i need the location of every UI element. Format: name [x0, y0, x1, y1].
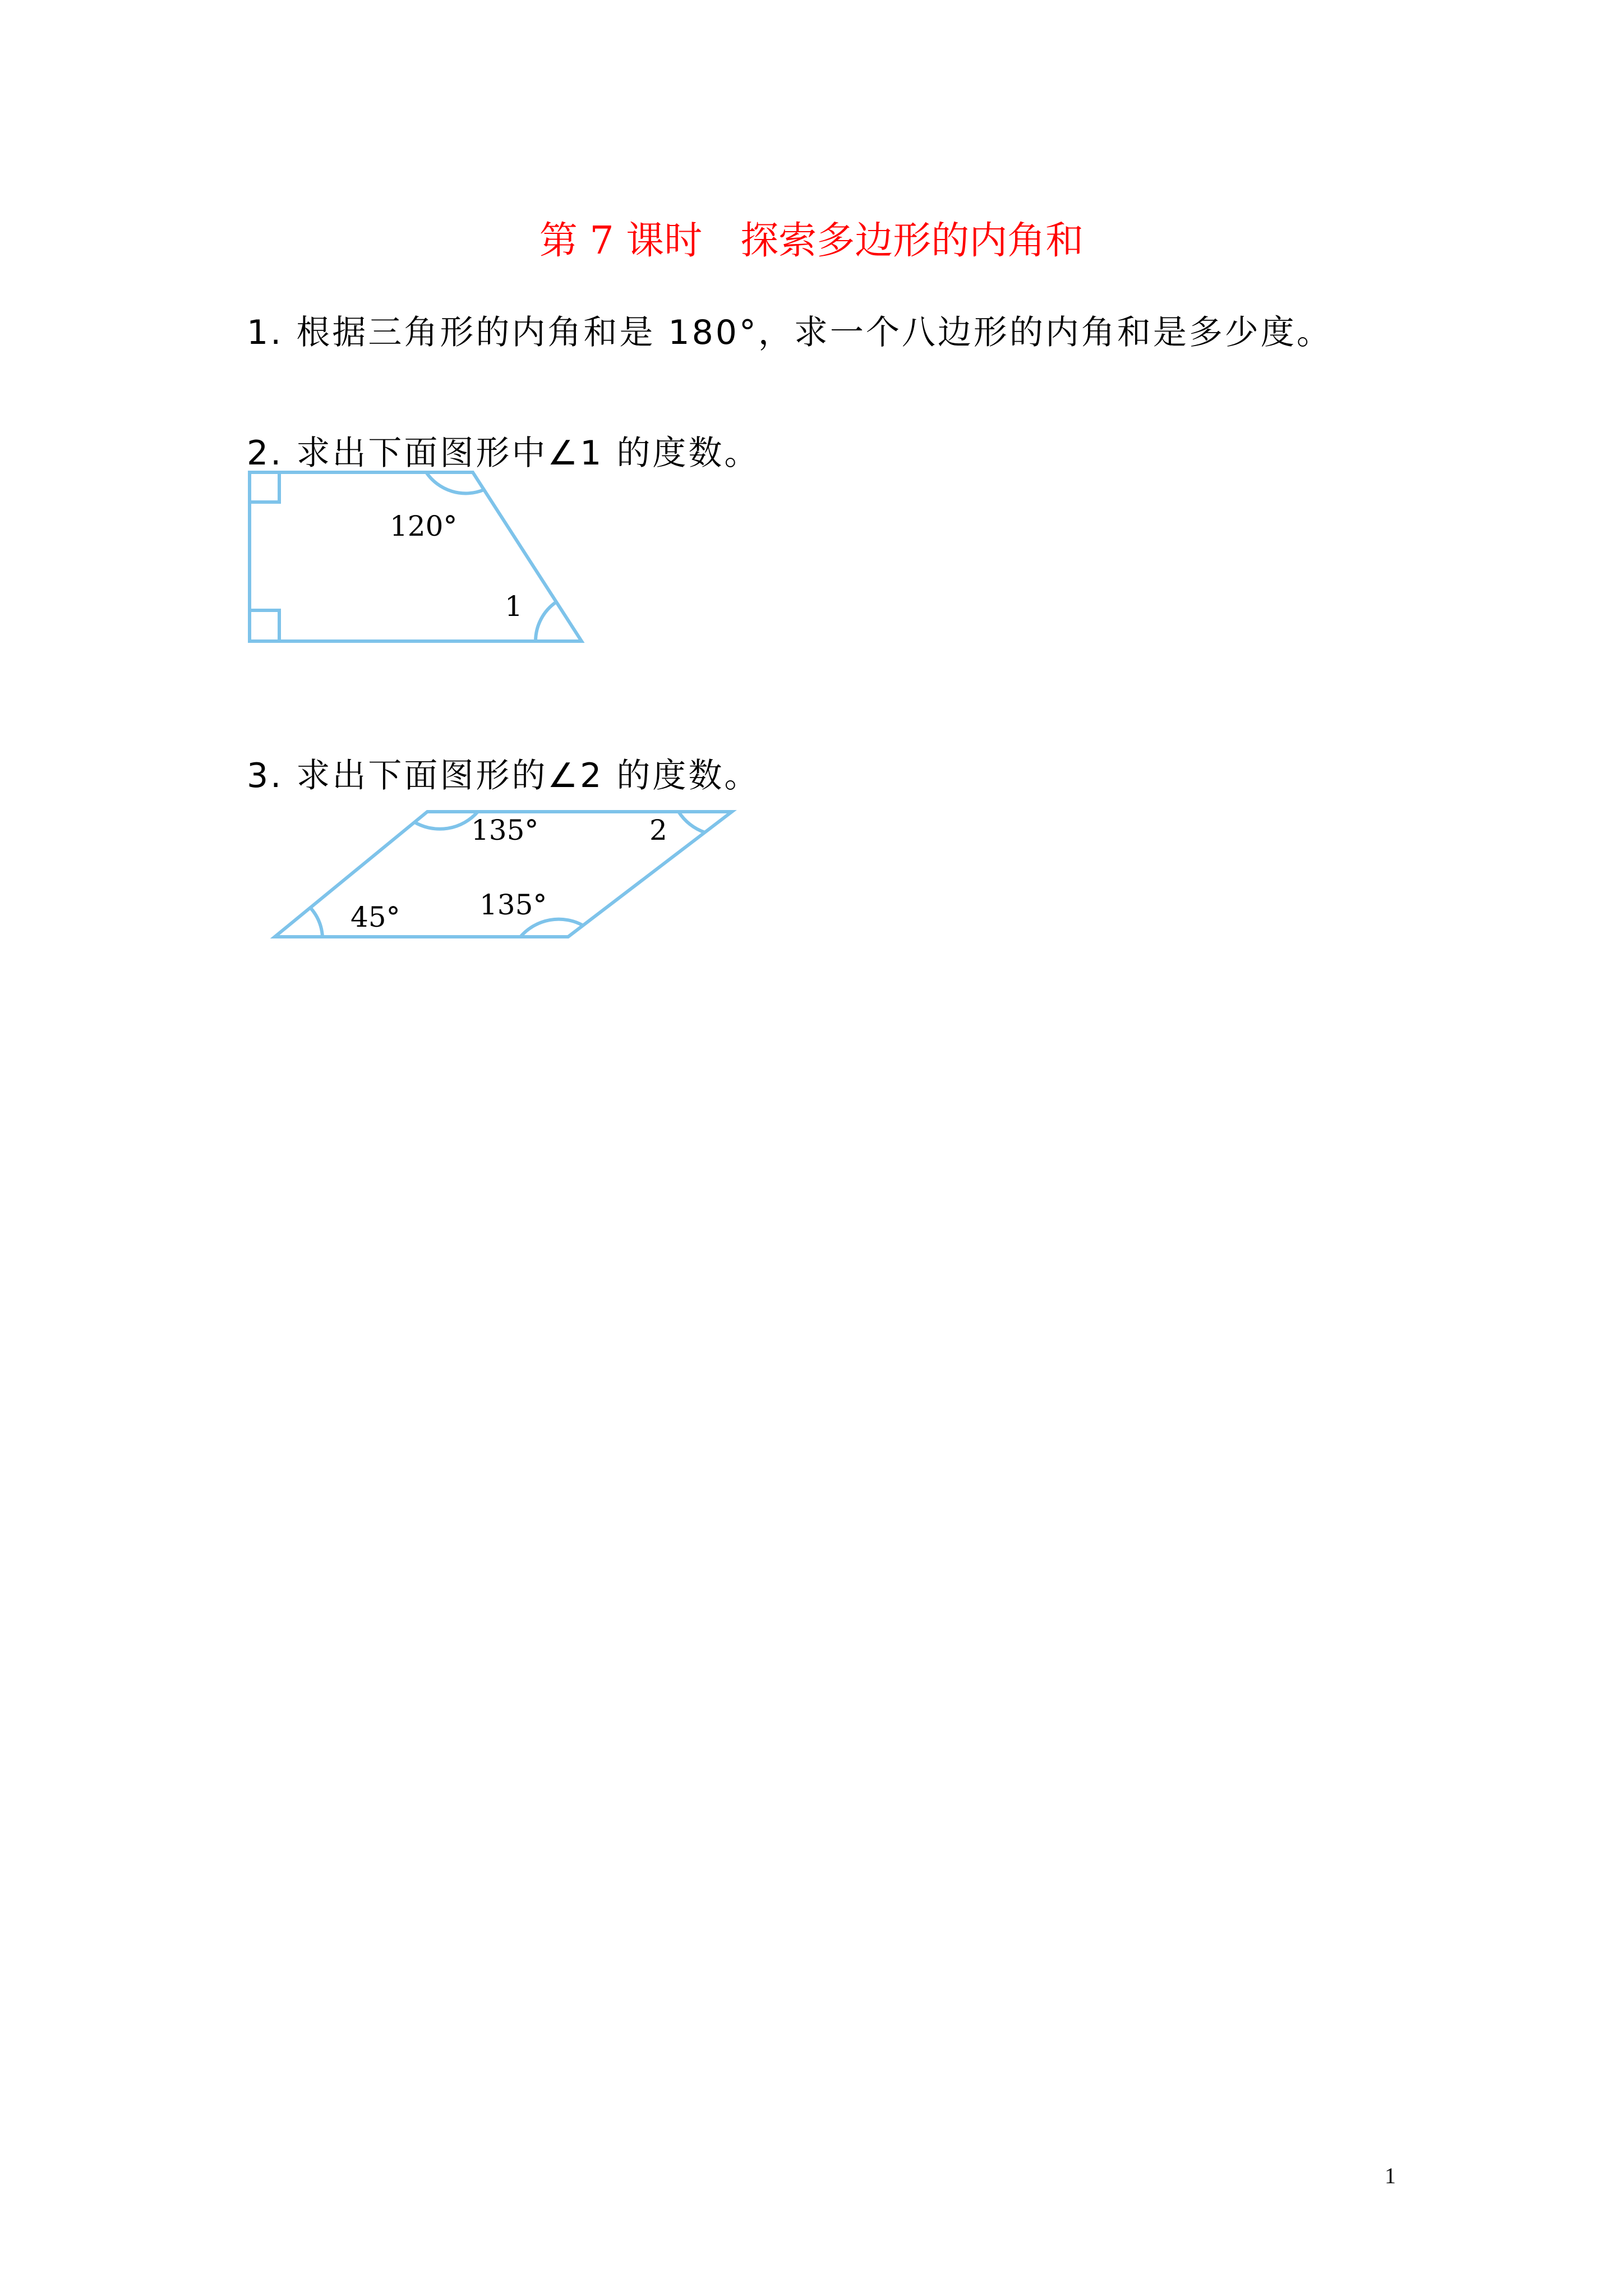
page-title: 第 7 课时 探索多边形的内角和 — [539, 219, 1084, 263]
angle-arc-45 — [311, 909, 322, 937]
angle-label-135-top: 135° — [471, 814, 539, 846]
page-number: 1 — [1385, 2163, 1396, 2188]
angle-label-120: 120° — [390, 510, 458, 542]
trapezoid-outline — [250, 472, 582, 641]
angle-label-45: 45° — [351, 901, 400, 933]
right-angle-mark-top — [250, 472, 279, 502]
angle-label-2: 2 — [649, 814, 667, 846]
question-3: 3. 求出下面图形的∠2 的度数。 — [247, 756, 760, 795]
right-angle-mark-bottom — [250, 610, 279, 641]
angle-label-135-bottom: 135° — [479, 889, 547, 921]
angle-label-1: 1 — [505, 590, 523, 623]
question-1: 1. 根据三角形的内角和是 180°，求一个八边形的内角和是多少度。 — [247, 313, 1332, 352]
question-2: 2. 求出下面图形中∠1 的度数。 — [247, 434, 760, 473]
trapezoid-figure — [250, 472, 582, 641]
angle-arc-1 — [536, 602, 556, 641]
angle-arc-2 — [679, 812, 705, 832]
